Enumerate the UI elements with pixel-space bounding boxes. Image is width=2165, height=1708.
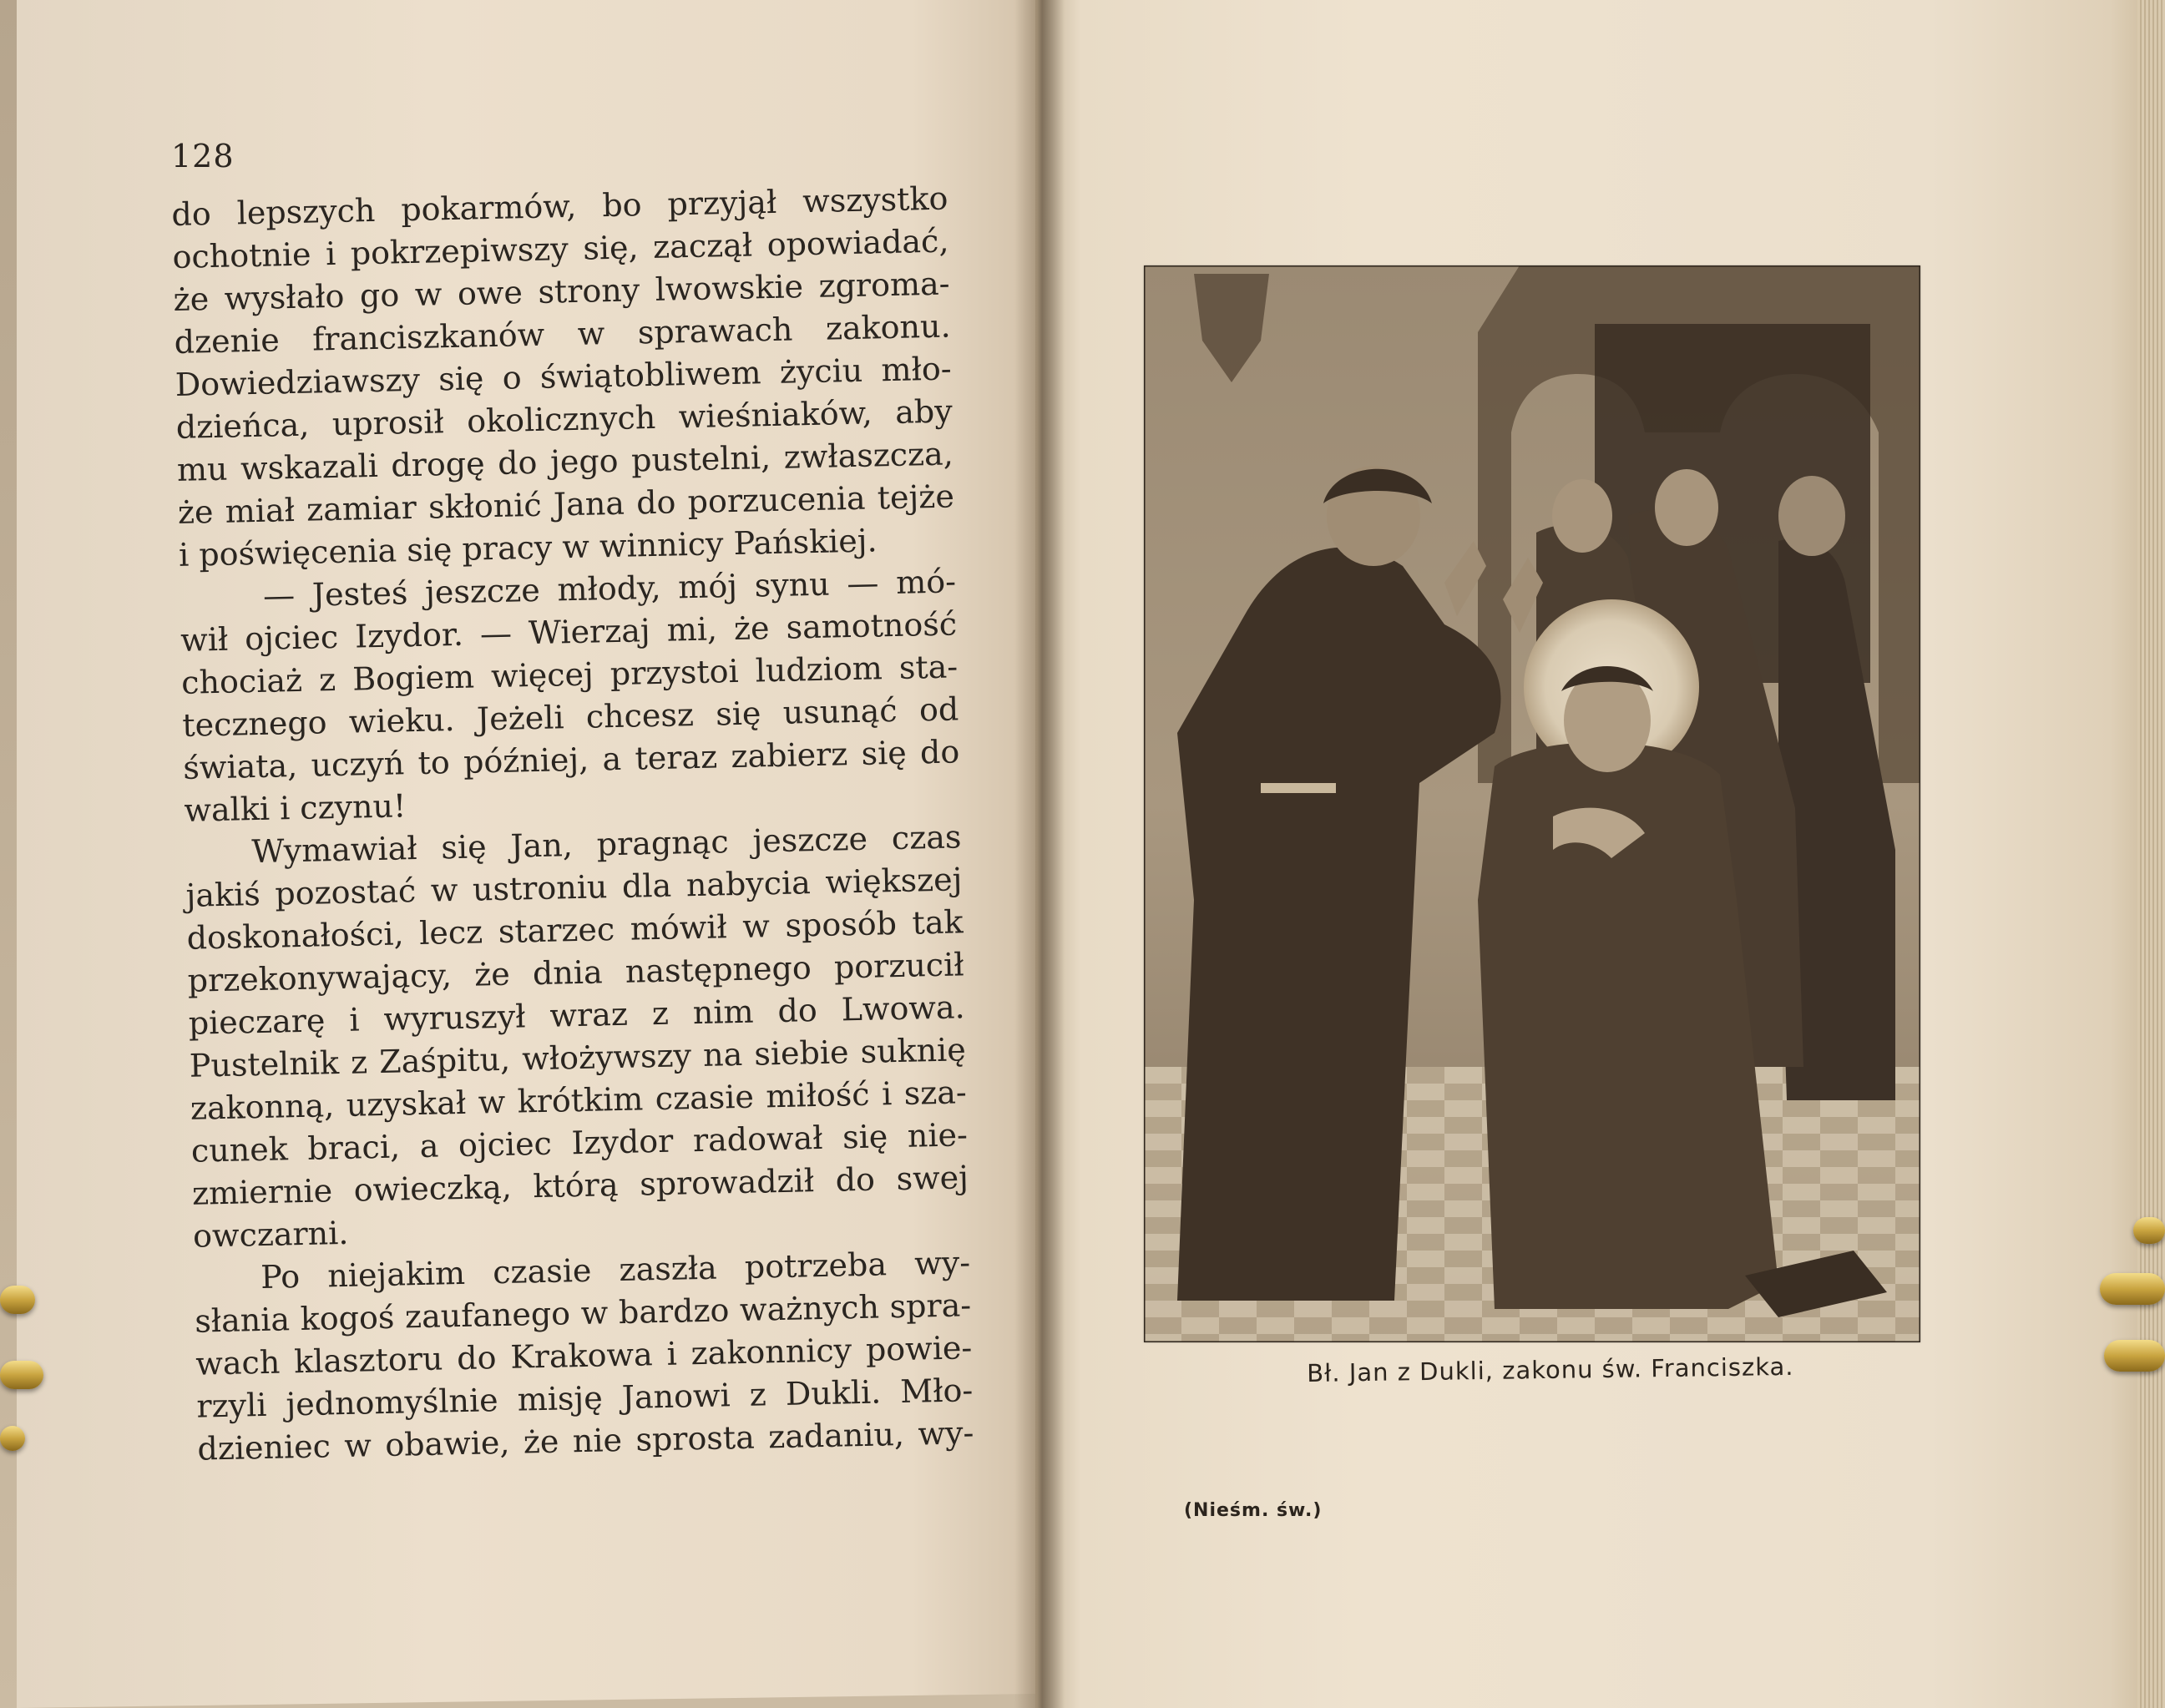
text-line: pieczarę i wyruszył wraz z nim do Lwowa. — [188, 988, 966, 1042]
page-edges — [2137, 0, 2165, 1708]
illustration-plate — [1144, 265, 1920, 1342]
binding-ring-icon — [0, 1361, 43, 1389]
text-line: walki i czynu! — [184, 787, 407, 829]
body-text — [171, 178, 974, 1471]
page-number: 128 — [171, 138, 235, 174]
binding-ring-icon — [2133, 1217, 2165, 1244]
book-gutter — [1014, 0, 1065, 1708]
text-line: wił ojciec Izydor. — Wierzaj mi, że samotność — [180, 605, 958, 659]
text-line: rzyli jednomyślnie misję Janowi z Dukli. Mło- — [195, 1372, 974, 1425]
text-line: tecznego wieku. Jeżeli chcesz się usunąć od — [181, 690, 959, 744]
text-line: cunek braci, a ojciec Izydor radował się nie- — [190, 1116, 969, 1170]
text-line: ochotnie i pokrzepiwszy się, zaczął opowiadać, — [172, 222, 949, 275]
text-line: Pustelnik z Zaśpitu, włożywszy na siebie suknię — [189, 1031, 967, 1084]
text-line: że wysłało go w owe strony lwowskie zgroma- — [173, 265, 950, 318]
text-line: wach klasztoru do Krakowa i zakonnicy powie- — [195, 1329, 973, 1382]
binding-ring-icon — [2100, 1273, 2165, 1305]
text-line: — Jesteś jeszcze młody, mój synu — mó- — [262, 563, 957, 614]
text-line: Wymawiał się Jan, pragnąc jeszcze czas — [251, 818, 962, 871]
binding-ring-icon — [2104, 1340, 2165, 1372]
text-line: przekonywający, że dnia następnego porzucił — [187, 946, 965, 999]
binding-ring-icon — [0, 1426, 25, 1451]
text-line: zakonną, uzyskał w krótkim czasie miłość i sza- — [190, 1074, 968, 1127]
source-note: (Nieśm. św.) — [1184, 1500, 1323, 1521]
text-line: mu wskazali drogę do jego pustelni, zwłaszcza, — [176, 435, 954, 488]
text-line: dzieńca, uprosił okolicznych wieśniaków, aby — [175, 392, 954, 446]
monks-illustration — [1144, 265, 1920, 1342]
text-line: chociaż z Bogiem więcej przystoi ludziom sta- — [180, 648, 959, 701]
text-line: dzieniec w obawie, że nie sprosta zadaniu, wy- — [197, 1414, 974, 1468]
text-line: świata, uczyń to później, a teraz zabierz się do — [182, 733, 960, 786]
text-line: owczarni. — [192, 1214, 349, 1255]
text-line: Po niejakim czasie zaszła potrzeba wy- — [260, 1244, 971, 1296]
text-line: słania kogoś zaufanego w bardzo ważnych spra- — [194, 1286, 972, 1340]
text-line: doskonałości, lecz starzec mówił w sposób tak — [186, 903, 964, 957]
text-line: jakiś pozostać w ustroniu dla nabycia większej — [185, 861, 963, 914]
illustration-caption: Bł. Jan z Dukli, zakonu św. Franciszka. — [1307, 1352, 1794, 1387]
text-line: i poświęcenia się pracy w winnicy Pańskiej. — [178, 522, 878, 574]
text-line: zmiernie owieczką, którą sprowadził do swej — [191, 1159, 969, 1212]
text-line: dzenie franciszkanów w sprawach zakonu. — [174, 307, 951, 361]
binding-ring-icon — [0, 1286, 35, 1314]
text-line: że miał zamiar skłonić Jana do porzucenia tejże — [177, 478, 955, 531]
text-line: do lepszych pokarmów, bo przyjął wszystko — [171, 179, 948, 233]
text-line: Dowiedziawszy się o świątobliwem życiu mło- — [175, 350, 953, 403]
